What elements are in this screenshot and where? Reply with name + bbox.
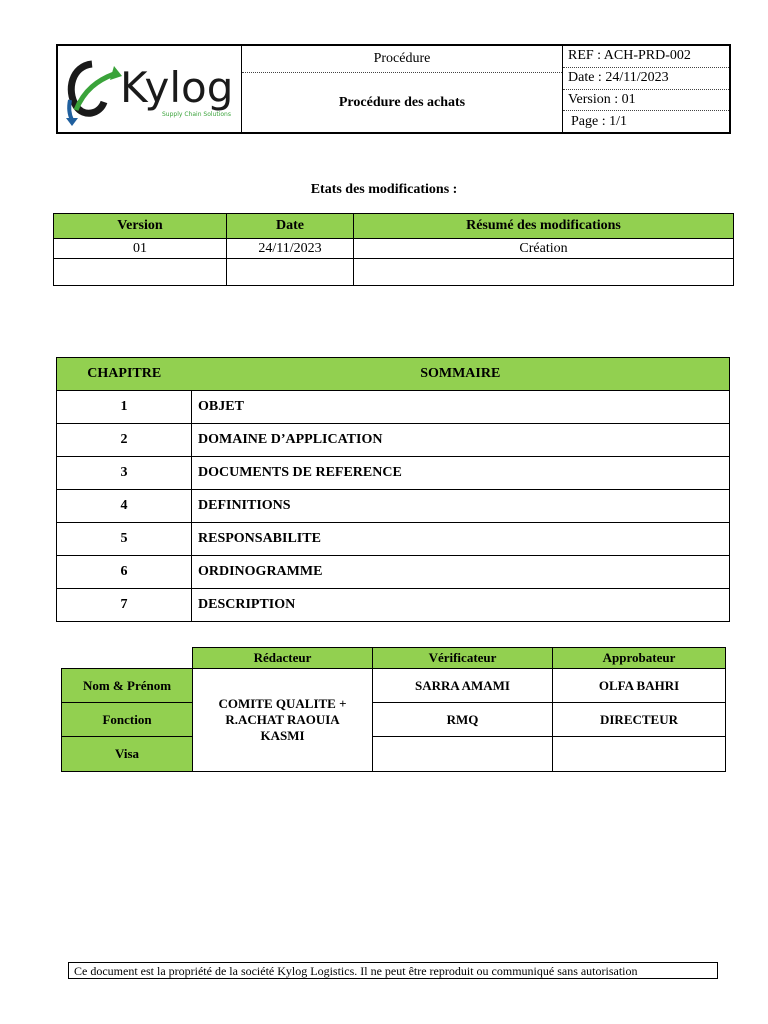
toc-num: 2 [57,424,192,457]
toc-label: OBJET [192,391,730,424]
cell-summary: Création [354,239,734,259]
toc-row [57,589,730,622]
doc-version: Version : 01 [563,90,729,112]
toc-label: RESPONSABILITE [192,523,730,556]
doc-title: Procédure des achats [338,94,466,110]
toc-row [57,490,730,523]
cell-version: 01 [54,239,227,259]
doc-date: Date : 24/11/2023 [563,68,729,90]
signature-table [61,647,726,772]
toc-label: DEFINITIONS [192,490,730,523]
table-row [54,239,734,259]
logo-tagline: Supply Chain Solutions [161,111,231,118]
toc-row [57,391,730,424]
sig-verificateur-function: RMQ [373,703,553,737]
toc-num: 5 [57,523,192,556]
toc-label: DESCRIPTION [192,589,730,622]
toc-row [57,556,730,589]
kylog-logo-icon [62,50,238,128]
modifications-table [53,213,734,286]
doc-type: Procédure [242,46,562,73]
toc-num: 6 [57,556,192,589]
doc-ref: REF : ACH-PRD-002 [563,46,729,68]
doc-page: Page : 1/1 [571,113,627,129]
toc-label: DOCUMENTS DE REFERENCE [192,457,730,490]
cell-date: 24/11/2023 [227,239,354,259]
sig-approbateur-name: OLFA BAHRI [553,669,726,703]
summary-table [56,357,730,622]
sig-approbateur-function: DIRECTEUR [553,703,726,737]
toc-num: 7 [57,589,192,622]
document-header [56,44,731,134]
toc-row [57,424,730,457]
sig-label-function: Fonction [62,703,193,737]
sig-redacteur-name: COMITE QUALITE + R.ACHAT RAOUIA KASMI [193,669,373,772]
toc-row [57,523,730,556]
sig-label-visa: Visa [62,737,193,772]
sig-header-approbateur: Approbateur [553,648,726,669]
sig-approbateur-visa [553,737,726,772]
sig-label-name: Nom & Prénom [62,669,193,703]
toc-header-chapter: CHAPITRE [57,358,192,391]
toc-label: ORDINOGRAMME [192,556,730,589]
sig-verificateur-visa [373,737,553,772]
table-row-empty [54,259,734,286]
toc-num: 4 [57,490,192,523]
toc-label: DOMAINE D’APPLICATION [192,424,730,457]
toc-row [57,457,730,490]
col-header-summary: Résumé des modifications [354,214,734,239]
logo-wordmark: Kylog [119,63,233,112]
toc-num: 1 [57,391,192,424]
col-header-version: Version [54,214,227,239]
sig-header-verificateur: Vérificateur [373,648,553,669]
sig-verificateur-name: SARRA AMAMI [373,669,553,703]
company-logo [58,46,242,132]
sig-header-redacteur: Rédacteur [193,648,373,669]
col-header-date: Date [227,214,354,239]
toc-num: 3 [57,457,192,490]
toc-header-summary: SOMMAIRE [192,358,730,391]
footer-notice: Ce document est la propriété de la société Kylog Logistics. Il ne peut être reproduit ou communiqué sans autorisation [68,962,718,979]
modifications-title: Etats des modifications : [310,182,458,197]
